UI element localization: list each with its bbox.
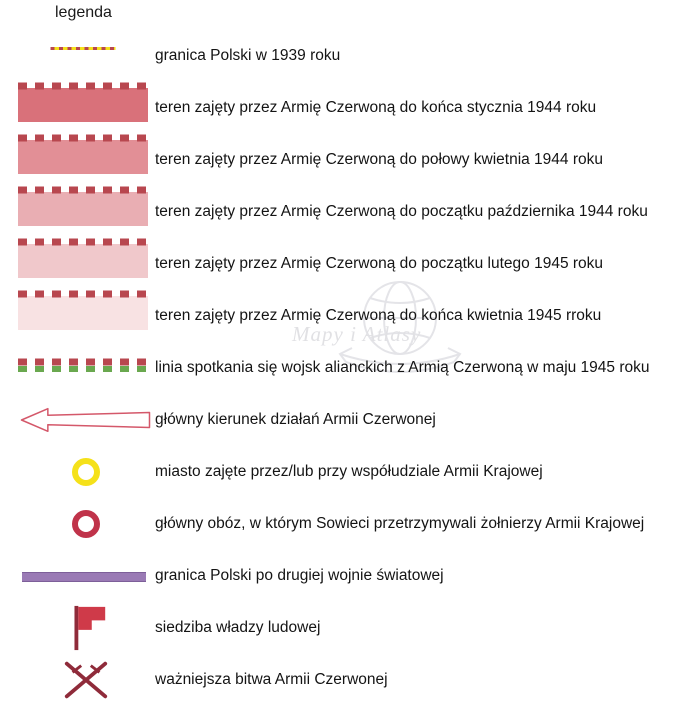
band-fill-1-symbol xyxy=(18,82,148,134)
dashed-yellow-line-symbol xyxy=(18,30,148,82)
list-item xyxy=(0,394,700,446)
list-item-label: teren zajęty przez Armię Czerwoną do końca kwietnia 1945 rroku xyxy=(155,307,602,324)
red-circle-icon xyxy=(72,510,100,538)
list-item xyxy=(0,550,700,602)
list-item xyxy=(0,342,700,394)
purple-line-icon xyxy=(22,572,146,582)
list-item xyxy=(0,602,700,654)
list-item xyxy=(0,238,700,290)
list-item xyxy=(0,446,700,498)
list-item xyxy=(0,498,700,550)
band-fill-2-symbol xyxy=(18,134,148,186)
list-item-label: główny kierunek działań Armii Czerwonej xyxy=(155,411,436,428)
legend-list xyxy=(0,30,700,706)
yellow-circle-icon xyxy=(72,458,100,486)
battle-symbol xyxy=(18,654,148,706)
flag-symbol xyxy=(18,602,148,654)
list-item-label: teren zajęty przez Armię Czerwoną do końca stycznia 1944 roku xyxy=(155,99,597,116)
band-fill-5-symbol xyxy=(18,290,148,342)
list-item-label: teren zajęty przez Armię Czerwoną do początku października 1944 roku xyxy=(155,203,648,220)
list-item xyxy=(0,134,700,186)
area-band-icon xyxy=(18,290,148,336)
dashed-yellow-line-icon xyxy=(18,46,148,51)
crossed-rifles-icon xyxy=(56,656,116,704)
band-fill-4-symbol xyxy=(18,238,148,290)
arrow-left-symbol xyxy=(18,394,148,446)
page-title: legenda xyxy=(55,4,112,21)
list-item xyxy=(0,30,700,82)
list-item xyxy=(0,186,700,238)
band-fill-3-symbol xyxy=(18,186,148,238)
list-item-label: teren zajęty przez Armię Czerwoną do początku lutego 1945 roku xyxy=(155,255,604,272)
list-item-label: miasto zajęte przez/lub przy współudziale Armii Krajowej xyxy=(155,463,543,480)
list-item xyxy=(0,290,700,342)
area-band-icon xyxy=(18,82,148,128)
camp-marker-symbol xyxy=(18,498,148,550)
list-item-label: linia spotkania się wojsk alianckich z Armią Czerwoną w maju 1945 roku xyxy=(155,359,650,376)
purple-border-symbol xyxy=(18,550,148,602)
city-marker-symbol xyxy=(18,446,148,498)
dashed-red-green-line-symbol xyxy=(18,342,148,394)
list-item xyxy=(0,654,700,706)
area-band-icon xyxy=(18,134,148,180)
flag-icon xyxy=(56,604,116,652)
area-band-icon xyxy=(18,186,148,232)
list-item-label: granica Polski po drugiej wojnie światowej xyxy=(155,567,444,584)
list-item-label: siedziba władzy ludowej xyxy=(155,619,321,636)
list-item xyxy=(0,82,700,134)
list-item-label: ważniejsza bitwa Armii Czerwonej xyxy=(155,671,388,688)
area-band-icon xyxy=(18,238,148,284)
watermark-text: Mapy i Atlasy xyxy=(292,322,422,346)
meeting-line-icon xyxy=(18,358,148,378)
list-item-label: teren zajęty przez Armię Czerwoną do połowy kwietnia 1944 roku xyxy=(155,151,604,168)
list-item-label: granica Polski w 1939 roku xyxy=(155,47,341,64)
list-item-label: główny obóz, w którym Sowieci przetrzymywali żołnierzy Armii Krajowej xyxy=(155,515,645,532)
arrow-left-icon xyxy=(18,404,153,436)
